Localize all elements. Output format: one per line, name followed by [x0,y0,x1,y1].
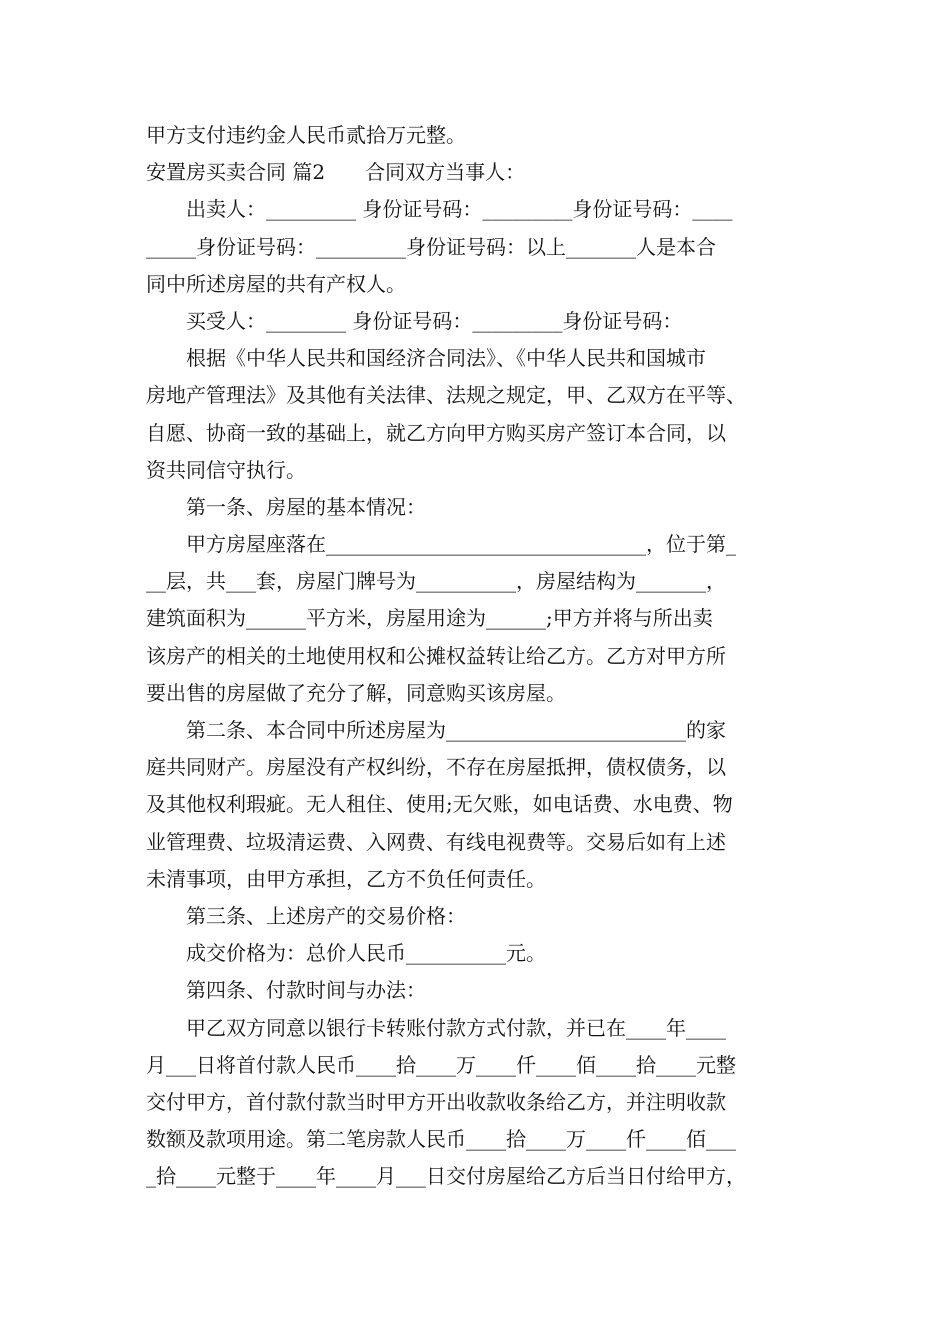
text-line: 要出售的房屋做了充分了解，同意购买该房屋。 [146,680,566,705]
document-body [146,117,826,1195]
text-line: _拾____元整于____年____月___日交付房屋给乙方后当日付给甲方， [146,1164,746,1189]
text-line: 庭共同财产。房屋没有产权纠纷，不存在房屋抵押，债权债务，以 [146,755,726,780]
text-line: 根据《中华人民共和国经济合同法》、《中华人民共和国城市 [146,346,706,371]
text-line: 成交价格为：总价人民币__________元。 [146,941,546,966]
text-line: 业管理费、垃圾清运费、入网费、有线电视费等。交易后如有上述 [146,829,726,854]
text-line: 房地产管理法》及其他有关法律、法规之规定，甲、乙双方在平等、 [146,383,746,408]
text-line: 建筑面积为______平方米，房屋用途为______;甲方并将与所出卖 [146,606,713,631]
text-line: 及其他权利瑕疵。无人租住、使用;无欠账，如电话费、水电费、物 [146,792,733,817]
text-line: 数额及款项用途。第二笔房款人民币____拾____万____仟____佰___ [146,1127,736,1152]
text-line: 第二条、本合同中所述房屋为________________________的家 [146,718,726,742]
text-line: 甲乙双方同意以银行卡转账付款方式付款，并已在____年____ [146,1015,726,1040]
text-line: 买受人：________ 身份证号码：_________身份证号码： [146,308,683,333]
text-line: 资共同信守执行。 [146,457,306,482]
text-line: 甲方支付违约金人民币贰拾万元整。 [146,123,466,147]
section-heading: 安置房买卖合同 篇2 合同双方当事人： [146,160,526,185]
text-line: _____身份证号码：_________身份证号码：以上_______人是本合 [146,234,716,259]
text-line: 同中所述房屋的共有产权人。 [146,271,406,296]
text-line: 甲方房屋座落在________________________________，位于第_ [146,532,736,557]
article-heading: 第四条、付款时间与办法： [146,978,426,1003]
text-line: 月___日将首付款人民币____拾____万____仟____佰____拾____元整 [146,1052,736,1077]
article-heading: 第一条、房屋的基本情况： [146,494,426,519]
article-heading: 第三条、上述房产的交易价格： [146,903,466,928]
text-line: 未清事项，由甲方承担，乙方不负任何责任。 [146,866,546,891]
text-line: __层，共___套，房屋门牌号为__________，房屋结构为_______， [146,569,726,594]
text-line: 自愿、协商一致的基础上，就乙方向甲方购买房产签订本合同，以 [146,420,726,445]
text-line: 交付甲方，首付款付款当时甲方开出收款收条给乙方，并注明收款 [146,1089,726,1114]
text-line: 出卖人：_________ 身份证号码：_________身份证号码：____ [146,197,733,222]
text-line: 该房产的相关的土地使用权和公摊权益转让给乙方。乙方对甲方所 [146,643,726,668]
